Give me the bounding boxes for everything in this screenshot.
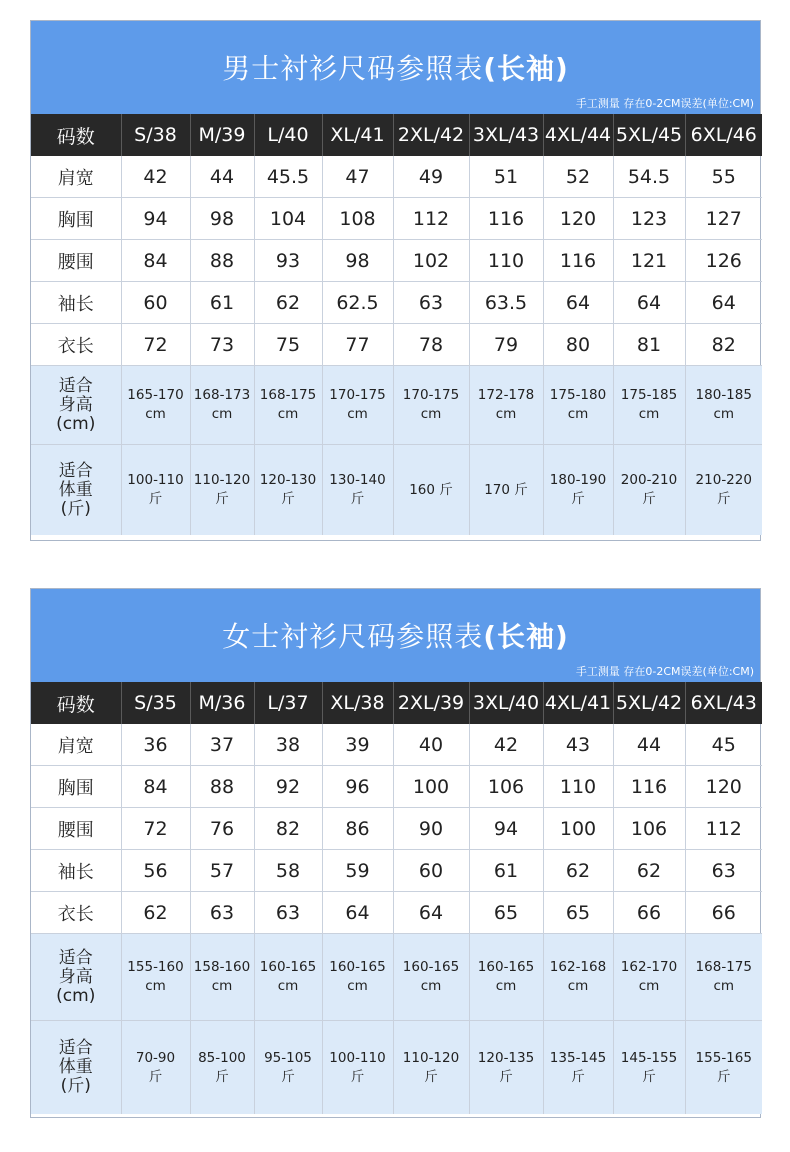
table-cell: 54.5 <box>613 156 685 198</box>
table-cell: 59 <box>322 850 393 892</box>
table-cell: 66 <box>613 892 685 934</box>
table-cell: 168-175 cm <box>254 366 322 445</box>
table-cell: 70-90 斤 <box>121 1021 190 1115</box>
row-label: 适合 身高 (cm) <box>31 934 121 1021</box>
table-cell: 82 <box>685 324 762 366</box>
table-cell: 62 <box>543 850 613 892</box>
header-cell: 5XL/42 <box>613 682 685 724</box>
table-cell: 102 <box>393 240 469 282</box>
table-cell: 168-173 cm <box>190 366 254 445</box>
table-cell: 42 <box>469 724 543 766</box>
table-cell: 57 <box>190 850 254 892</box>
table-cell: 63 <box>254 892 322 934</box>
header-cell: 4XL/41 <box>543 682 613 724</box>
women-size-table <box>31 682 762 1114</box>
table-cell: 60 <box>393 850 469 892</box>
table-cell: 85-100 斤 <box>190 1021 254 1115</box>
table-cell: 61 <box>190 282 254 324</box>
table-cell: 100 <box>393 766 469 808</box>
row-label: 肩宽 <box>57 167 94 189</box>
table-cell: 84 <box>121 240 190 282</box>
table-cell: 160-165 cm <box>393 934 469 1021</box>
table-cell: 88 <box>190 240 254 282</box>
table-cell: 62 <box>254 282 322 324</box>
table-cell: 64 <box>543 282 613 324</box>
table-cell: 175-180 cm <box>543 366 613 445</box>
table-cell: 104 <box>254 198 322 240</box>
header-cell: XL/38 <box>322 682 393 724</box>
table-cell: 162-168 cm <box>543 934 613 1021</box>
table-cell: 120-130 斤 <box>254 445 322 536</box>
table-cell: 81 <box>613 324 685 366</box>
table-cell: 60 <box>121 282 190 324</box>
header-cell: 码数 <box>31 114 121 156</box>
table-cell: 135-145 斤 <box>543 1021 613 1115</box>
header-cell: L/37 <box>254 682 322 724</box>
table-cell: 62 <box>121 892 190 934</box>
row-label: 衣长 <box>31 892 121 934</box>
table-cell: 39 <box>322 724 393 766</box>
table-cell: 170-175 cm <box>393 366 469 445</box>
table-cell: 94 <box>469 808 543 850</box>
table-header-row <box>31 682 762 724</box>
table-row <box>31 282 762 324</box>
women-size-chart <box>30 588 761 1118</box>
table-cell: 64 <box>393 892 469 934</box>
table-cell: 51 <box>469 156 543 198</box>
table-cell: 98 <box>322 240 393 282</box>
table-cell: 95-105 斤 <box>254 1021 322 1115</box>
table-cell: 180-185 cm <box>685 366 762 445</box>
table-cell: 160-165 cm <box>254 934 322 1021</box>
row-label: 胸围 <box>31 766 121 808</box>
table-cell: 77 <box>322 324 393 366</box>
header-cell: 2XL/42 <box>393 114 469 156</box>
row-label: 适合 体重 (斤) <box>31 1021 121 1115</box>
table-cell: 76 <box>190 808 254 850</box>
table-cell: 61 <box>469 850 543 892</box>
table-row <box>31 724 762 766</box>
header-cell: 3XL/40 <box>469 682 543 724</box>
table-cell: 64 <box>613 282 685 324</box>
table-cell: 93 <box>254 240 322 282</box>
table-cell: 160-165 cm <box>469 934 543 1021</box>
table-cell: 108 <box>322 198 393 240</box>
table-cell: 64 <box>685 282 762 324</box>
table-cell: 130-140 斤 <box>322 445 393 536</box>
height-row <box>31 366 762 445</box>
row-label: 适合 体重 (斤) <box>31 445 121 536</box>
header-cell: XL/41 <box>322 114 393 156</box>
table-cell: 110-120 斤 <box>393 1021 469 1115</box>
table-cell: 180-190 斤 <box>543 445 613 536</box>
table-cell: 94 <box>121 198 190 240</box>
table-row <box>31 156 762 198</box>
header-cell: M/39 <box>190 114 254 156</box>
table-cell: 120-135 斤 <box>469 1021 543 1115</box>
table-cell: 116 <box>613 766 685 808</box>
table-cell: 43 <box>543 724 613 766</box>
header-cell: S/35 <box>121 682 190 724</box>
table-cell: 170-175 cm <box>322 366 393 445</box>
table-cell: 38 <box>254 724 322 766</box>
table-cell: 162-170 cm <box>613 934 685 1021</box>
row-label: 腰围 <box>31 240 121 282</box>
table-cell: 98 <box>190 198 254 240</box>
table-cell: 47 <box>322 156 393 198</box>
table-cell: 45.5 <box>254 156 322 198</box>
table-cell: 63.5 <box>469 282 543 324</box>
table-cell: 36 <box>121 724 190 766</box>
table-cell: 37 <box>190 724 254 766</box>
table-cell: 200-210 斤 <box>613 445 685 536</box>
table-cell: 175-185 cm <box>613 366 685 445</box>
table-cell: 63 <box>685 850 762 892</box>
table-cell: 96 <box>322 766 393 808</box>
header-cell: 码数 <box>31 682 121 724</box>
table-cell: 126 <box>685 240 762 282</box>
row-label: 肩宽 <box>57 735 94 757</box>
header-cell: 5XL/45 <box>613 114 685 156</box>
table-cell: 100-110 斤 <box>322 1021 393 1115</box>
table-cell: 80 <box>543 324 613 366</box>
row-label: 适合 身高 (cm) <box>31 366 121 445</box>
header-cell: 6XL/43 <box>685 682 762 724</box>
table-cell: 116 <box>543 240 613 282</box>
row-label: 胸围 <box>31 198 121 240</box>
table-cell: 62 <box>613 850 685 892</box>
table-cell: 82 <box>254 808 322 850</box>
men-measure-note: 手工测量 存在0-2CM误差(单位:CM) <box>575 97 754 110</box>
table-cell: 45 <box>685 724 762 766</box>
men-size-chart <box>30 20 761 541</box>
women-chart-title: 女士衬衫尺码参照表(长袖) <box>222 620 569 653</box>
table-cell: 120 <box>685 766 762 808</box>
table-cell: 106 <box>469 766 543 808</box>
table-cell: 55 <box>685 156 762 198</box>
women-chart-header <box>31 589 760 682</box>
table-cell: 155-160 cm <box>121 934 190 1021</box>
table-cell: 172-178 cm <box>469 366 543 445</box>
table-header-row <box>31 114 762 156</box>
table-cell: 100 <box>543 808 613 850</box>
table-row <box>31 766 762 808</box>
height-row <box>31 934 762 1021</box>
table-cell: 145-155 斤 <box>613 1021 685 1115</box>
header-cell: M/36 <box>190 682 254 724</box>
table-cell: 155-165 斤 <box>685 1021 762 1115</box>
table-cell: 44 <box>613 724 685 766</box>
table-row <box>31 850 762 892</box>
table-cell: 120 <box>543 198 613 240</box>
header-cell: 4XL/44 <box>543 114 613 156</box>
table-cell: 210-220 斤 <box>685 445 762 536</box>
men-size-table <box>31 114 762 535</box>
table-cell: 42 <box>121 156 190 198</box>
table-cell: 49 <box>393 156 469 198</box>
header-cell: L/40 <box>254 114 322 156</box>
table-row <box>31 892 762 934</box>
table-cell: 100-110 斤 <box>121 445 190 536</box>
table-cell: 56 <box>121 850 190 892</box>
table-cell: 79 <box>469 324 543 366</box>
table-cell: 158-160 cm <box>190 934 254 1021</box>
table-row <box>31 198 762 240</box>
table-cell: 62.5 <box>322 282 393 324</box>
table-cell: 90 <box>393 808 469 850</box>
table-cell: 170 斤 <box>469 445 543 536</box>
table-cell: 64 <box>322 892 393 934</box>
table-cell: 110 <box>469 240 543 282</box>
table-cell: 121 <box>613 240 685 282</box>
table-cell: 66 <box>685 892 762 934</box>
table-cell: 112 <box>393 198 469 240</box>
men-chart-title: 男士衬衫尺码参照表(长袖) <box>222 52 569 85</box>
table-cell: 92 <box>254 766 322 808</box>
table-cell: 160 斤 <box>393 445 469 536</box>
header-cell: 6XL/46 <box>685 114 762 156</box>
table-cell: 106 <box>613 808 685 850</box>
table-row <box>31 240 762 282</box>
table-cell: 65 <box>469 892 543 934</box>
header-cell: 2XL/39 <box>393 682 469 724</box>
weight-row <box>31 445 762 536</box>
table-cell: 168-175 cm <box>685 934 762 1021</box>
table-cell: 63 <box>393 282 469 324</box>
table-cell: 112 <box>685 808 762 850</box>
table-cell: 116 <box>469 198 543 240</box>
table-cell: 52 <box>543 156 613 198</box>
table-cell: 58 <box>254 850 322 892</box>
table-cell: 44 <box>190 156 254 198</box>
table-row <box>31 808 762 850</box>
table-cell: 110 <box>543 766 613 808</box>
table-cell: 127 <box>685 198 762 240</box>
row-label: 袖长 <box>31 282 121 324</box>
row-label: 衣长 <box>31 324 121 366</box>
table-cell: 78 <box>393 324 469 366</box>
table-cell: 75 <box>254 324 322 366</box>
table-cell: 65 <box>543 892 613 934</box>
table-cell: 110-120 斤 <box>190 445 254 536</box>
table-cell: 72 <box>121 324 190 366</box>
table-cell: 165-170 cm <box>121 366 190 445</box>
table-cell: 73 <box>190 324 254 366</box>
table-cell: 40 <box>393 724 469 766</box>
header-cell: S/38 <box>121 114 190 156</box>
header-cell: 3XL/43 <box>469 114 543 156</box>
table-cell: 72 <box>121 808 190 850</box>
table-cell: 123 <box>613 198 685 240</box>
weight-row <box>31 1021 762 1115</box>
table-cell: 160-165 cm <box>322 934 393 1021</box>
table-cell: 84 <box>121 766 190 808</box>
table-cell: 63 <box>190 892 254 934</box>
table-cell: 86 <box>322 808 393 850</box>
women-measure-note: 手工测量 存在0-2CM误差(单位:CM) <box>575 665 754 678</box>
table-row <box>31 324 762 366</box>
men-chart-header <box>31 21 760 114</box>
table-cell: 88 <box>190 766 254 808</box>
row-label: 袖长 <box>31 850 121 892</box>
row-label: 腰围 <box>31 808 121 850</box>
